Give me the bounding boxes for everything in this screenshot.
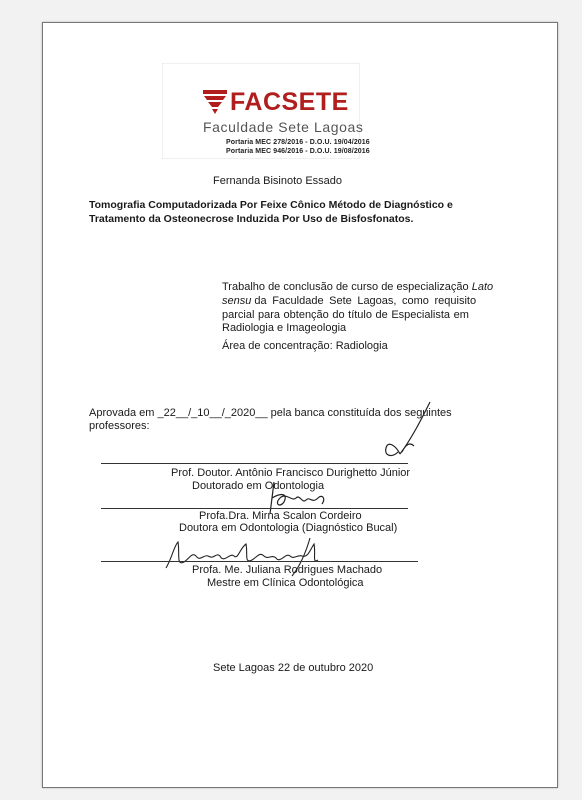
examiner-1-name: Prof. Doutor. Antônio Francisco Durighetto Júnior xyxy=(171,467,411,479)
examiner-1-title: Doutorado em Odontologia xyxy=(192,480,325,492)
signature-line-2 xyxy=(101,508,408,509)
purpose-line-1 xyxy=(222,281,493,293)
approval-line-1: Aprovada em _22__/_10__/_2020__ pela banca constituída dos seguintes xyxy=(89,407,452,419)
title-line-1: Tomografia Computadorizada Por Feixe Cônico Método de Diagnóstico e xyxy=(89,199,453,211)
examiner-3-title: Mestre em Clínica Odontológica xyxy=(207,577,364,589)
signature-line-3 xyxy=(101,561,418,562)
portaria-2: Portaria MEC 946/2016 - D.O.U. 19/08/2016 xyxy=(226,148,370,155)
signature-line-1 xyxy=(101,463,408,464)
purpose-sensu: sensu xyxy=(222,295,252,307)
author-name: Fernanda Bisinoto Essado xyxy=(213,175,343,187)
portaria-1: Portaria MEC 278/2016 - D.O.U. 19/04/2016 xyxy=(226,139,370,146)
place-date: Sete Lagoas 22 de outubro 2020 xyxy=(213,662,374,674)
title-line-2: Tratamento da Osteonecrose Induzida Por Uso de Bisfosfonatos. xyxy=(89,213,414,225)
approval-line-2: professores: xyxy=(89,420,150,432)
concentration-area: Área de concentração: Radiologia xyxy=(222,340,388,352)
facsete-emblem-icon xyxy=(203,90,229,116)
logo-name: FACSETE xyxy=(230,88,349,116)
purpose-line-1-text: Trabalho de conclusão de curso de especialização xyxy=(222,281,469,293)
signature-1 xyxy=(378,398,438,468)
purpose-lato: Lato xyxy=(471,281,494,293)
purpose-line-2-text: da Faculdade Sete Lagoas, como requisito xyxy=(254,295,477,307)
examiner-2-title: Doutora em Odontologia (Diagnóstico Bucal) xyxy=(179,522,398,534)
logo-subtitle: Faculdade Sete Lagoas xyxy=(203,119,364,135)
purpose-line-4: Radiologia e Imageologia xyxy=(222,322,347,334)
purpose-line-3: parcial para obtenção do título de Especialista em xyxy=(222,309,469,321)
purpose-line-2 xyxy=(222,295,476,307)
examiner-2-name: Profa.Dra. Mirna Scalon Cordeiro xyxy=(199,510,362,522)
examiner-3-name: Profa. Me. Juliana Rodrigues Machado xyxy=(192,564,383,576)
